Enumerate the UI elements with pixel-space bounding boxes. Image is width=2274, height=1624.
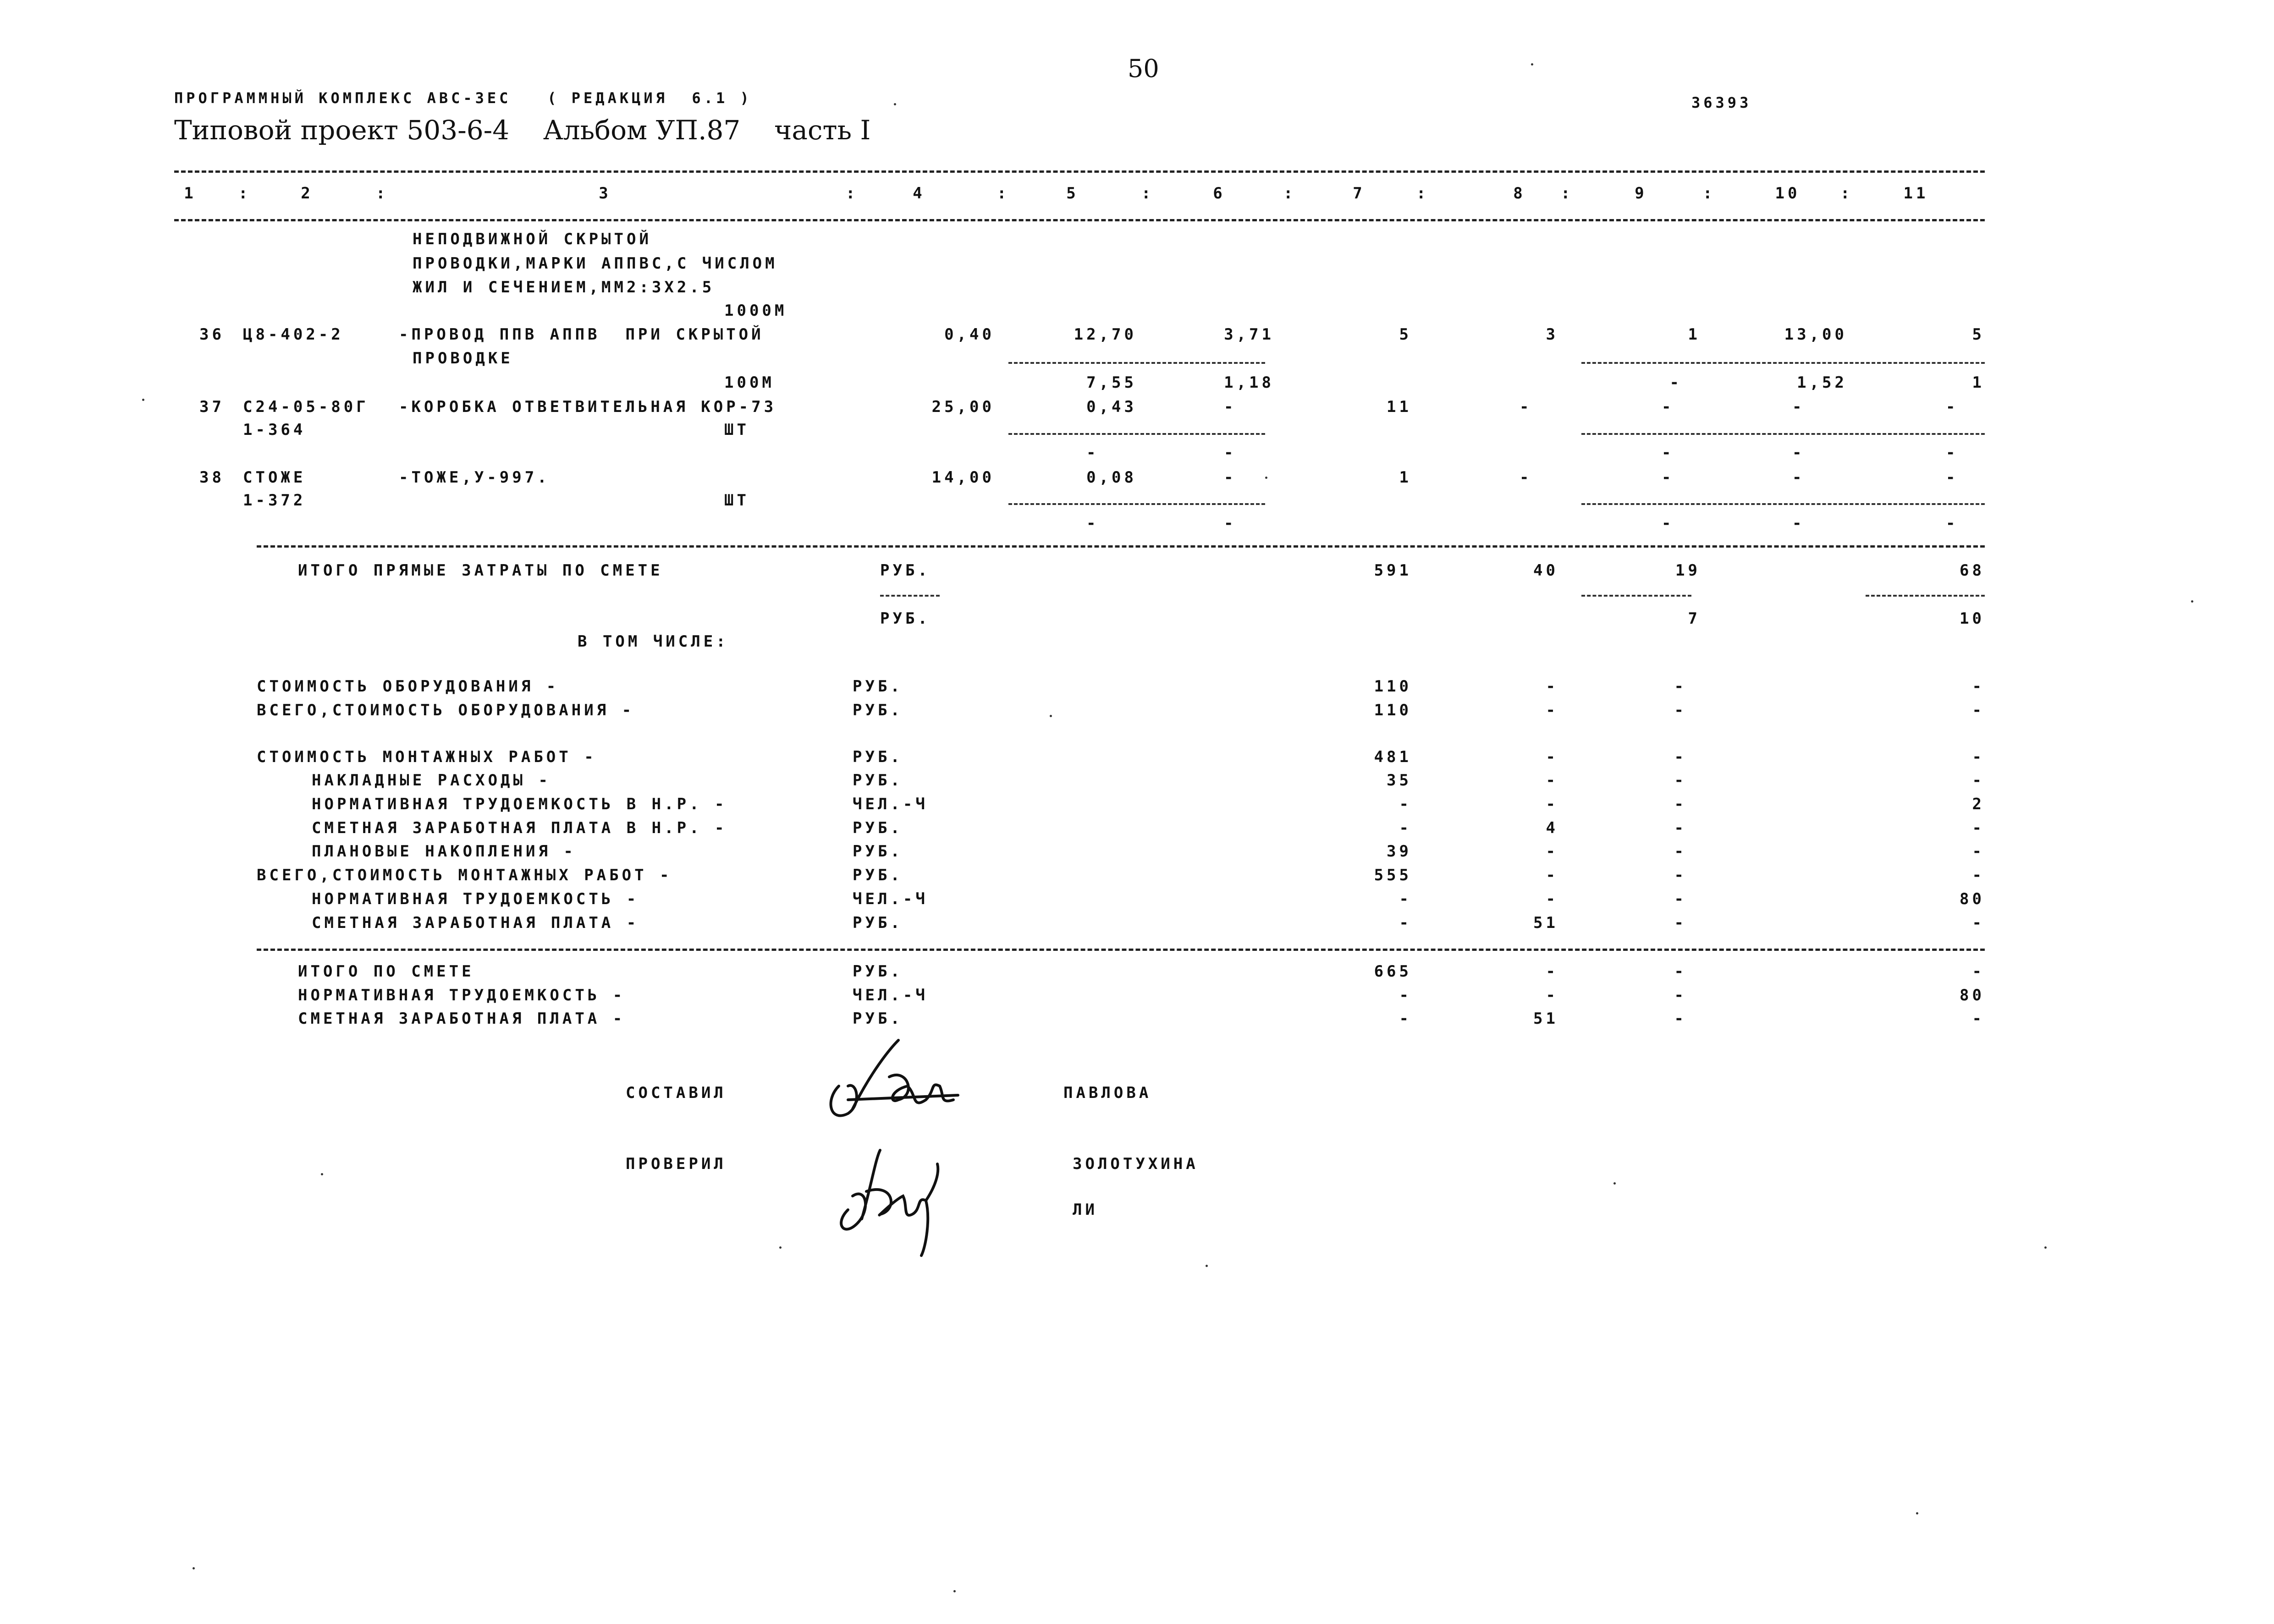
total-label: СМЕТНАЯ ЗАРАБОТНАЯ ПЛАТА - [298,1010,626,1028]
total-unit: РУБ. [853,771,903,790]
cell-c5: 12,70 [1074,325,1137,344]
cell-c6: 3,71 [1224,325,1274,344]
total-c9: - [1674,819,1687,837]
total-label: СМЕТНАЯ ЗАРАБОТНАЯ ПЛАТА В Н.Р. - [312,819,727,837]
total-c11: 80 [1960,986,1985,1004]
total-c9: - [1674,986,1687,1004]
row-name: -ПРОВОД ППВ АППВ ПРИ СКРЫТОЙ [399,325,764,344]
cell-c9: 1 [1688,325,1701,344]
cell-divider [1866,595,1985,597]
total-c9: - [1674,677,1687,696]
checked-label: ПРОВЕРИЛ [626,1155,727,1173]
total-label: ИТОГО ПО СМЕТЕ [298,962,474,981]
scan-speck [1050,715,1052,717]
total-c11: - [1972,914,1985,932]
cell-c11b: - [1946,514,1959,532]
total-c9: - [1674,914,1687,932]
row-name-cont: ПРОВОДКЕ [413,349,513,368]
intro-line: ЖИЛ И СЕЧЕНИЕМ,ММ2:3Х2.5 [413,278,715,296]
total-c11: - [1972,1010,1985,1028]
cell-c5b: - [1086,514,1099,532]
cell-c6b: 1,18 [1224,373,1274,392]
col-3: 3 [599,184,611,203]
cell-c8: - [1520,468,1532,487]
cell-c7: 5 [1399,325,1412,344]
total-c7: 591 [1374,561,1412,580]
col-4: 4 [913,184,925,203]
cell-c8: - [1520,398,1532,416]
row-name: -ТОЖЕ,У-997. [399,468,550,487]
cell-c6b: - [1224,444,1237,462]
cell-divider [1581,595,1691,597]
total-unit: РУБ. [853,914,903,932]
total-c7: - [1399,986,1412,1004]
rule-items-bottom [257,545,1985,548]
total-c9: - [1674,866,1687,884]
col-11: 11 [1903,184,1929,203]
cell-c9b: - [1662,514,1674,532]
total-unit: ЧЕЛ.-Ч [853,986,928,1004]
scan-speck [1613,1182,1616,1185]
col-separator: : [1141,184,1154,203]
cell-c4: 14,00 [931,468,995,487]
rule-totals-bottom [257,949,1985,951]
scan-speck [193,1567,195,1569]
including-label: В ТОМ ЧИСЛЕ: [578,632,729,651]
col-separator: : [1416,184,1429,203]
cell-c11b: - [1946,444,1959,462]
total-label: ПЛАНОВЫЕ НАКОПЛЕНИЯ - [312,842,576,861]
total-label: ВСЕГО,СТОИМОСТЬ МОНТАЖНЫХ РАБОТ - [257,866,672,884]
total-unit: РУБ. [853,819,903,837]
row-code: С24-05-80Г [243,398,369,416]
intro-line: ПРОВОДКИ,МАРКИ АППВС,С ЧИСЛОМ [413,254,778,273]
cell-divider [880,595,940,597]
cell-c6: - [1224,468,1237,487]
row-code-2: 1-372 [243,491,306,510]
total-c11: 68 [1960,561,1985,580]
col-separator: : [1703,184,1716,203]
total-c11: - [1972,748,1985,766]
total-label: НОРМАТИВНАЯ ТРУДОЕМКОСТЬ В Н.Р. - [312,795,727,813]
col-separators: : [238,184,251,203]
program-line: ПРОГРАММНЫЙ КОМПЛЕКС АВС-3ЕС ( РЕДАКЦИЯ 6.1 ) [174,89,752,107]
total-c9: 7 [1688,609,1701,628]
total-label: НАКЛАДНЫЕ РАСХОДЫ - [312,771,551,790]
cell-divider [1581,362,1985,364]
total-c7: 110 [1374,701,1412,719]
cell-c4: 25,00 [931,398,995,416]
cell-c10b: 1,52 [1797,373,1847,392]
cell-c9b: - [1669,373,1682,392]
scan-speck [779,1246,782,1249]
total-label: НОРМАТИВНАЯ ТРУДОЕМКОСТЬ - [312,890,639,908]
cell-c9b: - [1662,444,1674,462]
total-c9: - [1674,701,1687,719]
checked-name: ЗОЛОТУХИНА [1073,1155,1199,1173]
rule-top [174,170,1985,173]
total-c8: - [1546,890,1558,908]
cell-c6b: - [1224,514,1237,532]
total-c7: 35 [1387,771,1412,790]
cell-divider [1008,362,1265,364]
total-c7: 555 [1374,866,1412,884]
col-7: 7 [1353,184,1366,203]
scan-speck [2191,600,2193,603]
cell-c11b: 1 [1972,373,1985,392]
cell-c8: 3 [1546,325,1558,344]
row-number: 38 [199,468,225,487]
composed-name: ПАВЛОВА [1063,1084,1152,1102]
scan-speck [1531,63,1533,66]
cell-c5: 0,08 [1086,468,1137,487]
page-number: 50 [1128,54,1159,83]
cell-divider [1008,503,1265,505]
cell-c10b: - [1792,444,1805,462]
cell-c7: 1 [1399,468,1412,487]
total-c7: - [1399,890,1412,908]
cell-c7: 11 [1387,398,1412,416]
total-unit: РУБ. [853,962,903,981]
scan-speck [2044,1246,2047,1249]
row-code: СТОЖЕ [243,468,306,487]
total-label: СТОИМОСТЬ МОНТАЖНЫХ РАБОТ - [257,748,597,766]
cell-c10: 13,00 [1784,325,1847,344]
total-unit: ЧЕЛ.-Ч [853,890,928,908]
col-8: 8 [1513,184,1526,203]
row-unit: ШТ [724,491,749,510]
total-c11: - [1972,866,1985,884]
cell-c9: - [1662,398,1674,416]
total-c8: - [1546,795,1558,813]
col-separator: : [1840,184,1853,203]
col-6: 6 [1213,184,1226,203]
signature-1-icon [820,1031,995,1136]
total-label: СМЕТНАЯ ЗАРАБОТНАЯ ПЛАТА - [312,914,639,932]
cell-divider [1581,433,1985,435]
total-c7: - [1399,795,1412,813]
total-c8: - [1546,986,1558,1004]
total-c9: 19 [1675,561,1701,580]
cell-c5: 0,43 [1086,398,1137,416]
total-c7: 110 [1374,677,1412,696]
total-c8: - [1546,701,1558,719]
row-number: 36 [199,325,225,344]
total-label: ВСЕГО,СТОИМОСТЬ ОБОРУДОВАНИЯ - [257,701,635,719]
total-unit: РУБ. [853,701,903,719]
total-label: НОРМАТИВНАЯ ТРУДОЕМКОСТЬ - [298,986,626,1004]
scan-speck [953,1590,956,1592]
scan-speck [1206,1265,1208,1267]
col-separator: : [1283,184,1296,203]
total-c8: 51 [1533,1010,1558,1028]
total-label: ИТОГО ПРЯМЫЕ ЗАТРАТЫ ПО СМЕТЕ [298,561,663,580]
total-c8: - [1546,748,1558,766]
total-c11: - [1972,701,1985,719]
total-c11: - [1972,819,1985,837]
cell-c9: - [1662,468,1674,487]
total-c9: - [1674,890,1687,908]
total-c11: - [1972,771,1985,790]
row-unit: 100М [724,373,775,392]
total-unit: РУБ. [853,842,903,861]
cell-c11: - [1946,468,1959,487]
rule-header-bottom [174,219,1985,221]
scan-speck [894,103,896,105]
total-c7: 39 [1387,842,1412,861]
total-c7: - [1399,819,1412,837]
doc-number: 36393 [1691,94,1752,111]
cell-c6: - [1224,398,1237,416]
row-number: 37 [199,398,225,416]
col-separator: : [997,184,1010,203]
total-label: СТОИМОСТЬ ОБОРУДОВАНИЯ - [257,677,559,696]
total-c11: 80 [1960,890,1985,908]
total-c8: 51 [1533,914,1558,932]
total-c8: - [1546,866,1558,884]
total-unit: ЧЕЛ.-Ч [853,795,928,813]
cell-c10: - [1792,398,1805,416]
row-name: -КОРОБКА ОТВЕТВИТЕЛЬНАЯ КОР-73 [399,398,777,416]
total-c8: 4 [1546,819,1558,837]
cell-c5b: 7,55 [1086,373,1137,392]
scan-speck [321,1173,323,1175]
cell-c11: - [1946,398,1959,416]
total-c8: - [1546,842,1558,861]
col-10: 10 [1775,184,1800,203]
scan-speck [1265,477,1267,479]
cell-c5b: - [1086,444,1099,462]
cell-c10b: - [1792,514,1805,532]
total-unit: РУБ. [880,609,931,628]
intro-line: НЕПОДВИЖНОЙ СКРЫТОЙ [413,230,652,248]
col-separator: : [1561,184,1574,203]
col-5: 5 [1066,184,1079,203]
total-c9: - [1674,771,1687,790]
total-unit: РУБ. [853,748,903,766]
cell-c4: 0,40 [944,325,995,344]
total-c7: - [1399,914,1412,932]
row-code: Ц8-402-2 [243,325,344,344]
signature-2-icon [834,1146,963,1260]
row-code-2: 1-364 [243,421,306,439]
scan-speck [1916,1512,1918,1514]
total-c11: - [1972,677,1985,696]
col-separator: : [846,184,859,203]
total-c11: - [1972,962,1985,981]
total-c9: - [1674,842,1687,861]
total-c8: - [1546,962,1558,981]
cell-c11: 5 [1972,325,1985,344]
total-c11: 10 [1960,609,1985,628]
total-c7: - [1399,1010,1412,1028]
total-c9: - [1674,748,1687,766]
total-c8: - [1546,771,1558,790]
project-line: Типовой проект 503-6-4 Альбом УП.87 часть I [174,115,871,146]
composed-label: СОСТАВИЛ [626,1084,727,1102]
col-2: 2 [301,184,314,203]
total-c7: 665 [1374,962,1412,981]
total-c8: - [1546,677,1558,696]
total-c11: - [1972,842,1985,861]
cell-c10: - [1792,468,1805,487]
total-unit: РУБ. [853,866,903,884]
cell-divider [1008,433,1265,435]
col-9: 9 [1635,184,1647,203]
cell-divider [1581,503,1985,505]
total-c8: 40 [1533,561,1558,580]
total-c7: 481 [1374,748,1412,766]
total-unit: РУБ. [880,561,931,580]
scan-speck [142,399,144,401]
col-1: 1 [184,184,197,203]
intro-unit: 1000М [724,302,787,320]
total-c9: - [1674,962,1687,981]
total-c9: - [1674,795,1687,813]
total-c11: 2 [1972,795,1985,813]
total-c9: - [1674,1010,1687,1028]
total-unit: РУБ. [853,677,903,696]
total-unit: РУБ. [853,1010,903,1028]
col-separator: : [376,184,389,203]
extra-label: ЛИ [1073,1201,1098,1219]
row-unit: ШТ [724,421,749,439]
